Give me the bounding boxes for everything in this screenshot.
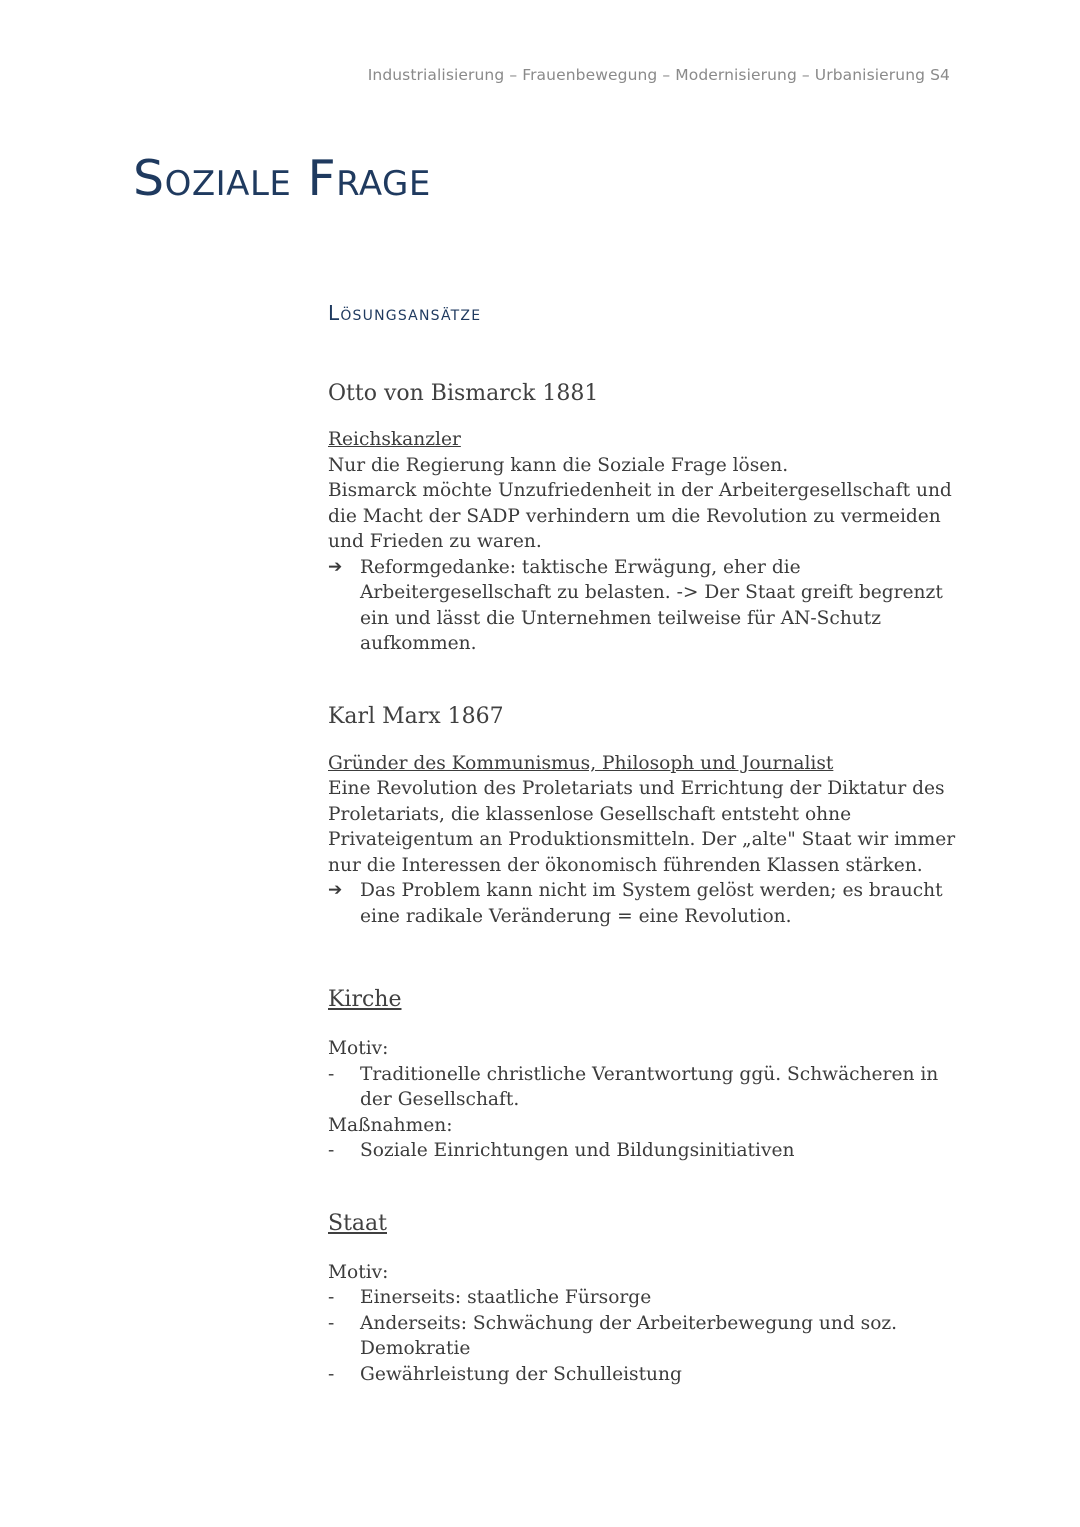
bismarck-text-line: Nur die Regierung kann die Soziale Frage lösen. bbox=[328, 454, 789, 476]
running-header: Industrialisierung – Frauenbewegung – Modernisierung – Urbanisierung S4 bbox=[367, 66, 950, 84]
conclusion-line: Reformgedanke: taktische Erwägung, eher die bbox=[360, 556, 801, 578]
staat-section bbox=[328, 1208, 953, 1388]
list-item-line: der Gesellschaft. bbox=[360, 1089, 520, 1110]
dash-bullet: - bbox=[328, 1363, 335, 1385]
list-item bbox=[328, 1138, 953, 1164]
bismarck-role: Reichskanzler bbox=[328, 429, 461, 450]
marx-heading: Karl Marx 1867 bbox=[328, 703, 504, 729]
marx-text-line: Eine Revolution des Proletariats und Errichtung der Diktatur des bbox=[328, 778, 945, 799]
main-content bbox=[328, 296, 956, 1387]
list-item-line: Traditionelle christliche Verantwortung ggü. Schwächeren in bbox=[360, 1063, 939, 1085]
dash-bullet: - bbox=[328, 1287, 335, 1308]
arrow-right-icon: ➔ bbox=[328, 880, 343, 900]
marx-section bbox=[328, 701, 956, 930]
bismarck-text-line: die Macht der SADP verhindern um die Revolution zu vermeiden bbox=[328, 505, 941, 527]
marx-text-line: Proletariats, die klassenlose Gesellschaft entsteht ohne bbox=[328, 803, 852, 825]
bismarck-heading: Otto von Bismarck 1881 bbox=[328, 381, 599, 406]
motiv-label: Motiv: bbox=[328, 1261, 389, 1283]
dash-bullet: - bbox=[328, 1140, 335, 1161]
bismarck-text-line: Bismarck möchte Unzufriedenheit in der Arbeitergesellschaft und bbox=[328, 480, 952, 501]
motiv-label: Motiv: bbox=[328, 1038, 389, 1059]
conclusion-line: aufkommen. bbox=[360, 633, 477, 654]
bismarck-text-line: und Frieden zu waren. bbox=[328, 531, 542, 552]
staat-heading: Staat bbox=[328, 1210, 387, 1236]
marx-text-line: Privateigentum an Produktionsmitteln. Der „alte" Staat wir immer bbox=[328, 829, 956, 850]
conclusion-line: Das Problem kann nicht im System gelöst werden; es braucht bbox=[360, 880, 943, 901]
conclusion-line: ein und lässt die Unternehmen teilweise für AN-Schutz bbox=[360, 607, 882, 629]
list-item-line: Anderseits: Schwächung der Arbeiterbewegung und soz. bbox=[360, 1312, 898, 1334]
arrow-right-icon: ➔ bbox=[328, 556, 343, 577]
conclusion-line: Arbeitergesellschaft zu belasten. -> Der Staat greift begrenzt bbox=[360, 582, 943, 603]
section-heading: Lösungsansätze bbox=[328, 301, 482, 325]
kirche-section bbox=[328, 984, 953, 1164]
marx-conclusion bbox=[328, 878, 953, 929]
bismarck-section bbox=[328, 378, 953, 657]
list-item-line: Einerseits: staatliche Fürsorge bbox=[360, 1287, 652, 1308]
list-item bbox=[328, 1062, 953, 1113]
marx-text-line: nur die Interessen der ökonomisch führenden Klassen stärken. bbox=[328, 854, 923, 876]
list-item bbox=[328, 1311, 953, 1362]
list-item-line: Soziale Einrichtungen und Bildungsinitiativen bbox=[360, 1140, 795, 1161]
dash-bullet: - bbox=[328, 1312, 335, 1334]
conclusion-line: eine radikale Veränderung = eine Revolution. bbox=[360, 905, 792, 927]
dash-bullet: - bbox=[328, 1063, 335, 1085]
list-item bbox=[328, 1362, 953, 1388]
list-item bbox=[328, 1285, 953, 1311]
marx-role: Gründer des Kommunismus, Philosoph und Journalist bbox=[328, 752, 834, 774]
kirche-heading: Kirche bbox=[328, 987, 402, 1012]
massnahmen-label: Maßnahmen: bbox=[328, 1114, 453, 1136]
bismarck-conclusion bbox=[328, 555, 953, 657]
page-title: Soziale Frage bbox=[133, 150, 431, 207]
list-item-line: Gewährleistung der Schulleistung bbox=[360, 1363, 682, 1385]
list-item-line: Demokratie bbox=[360, 1338, 471, 1359]
